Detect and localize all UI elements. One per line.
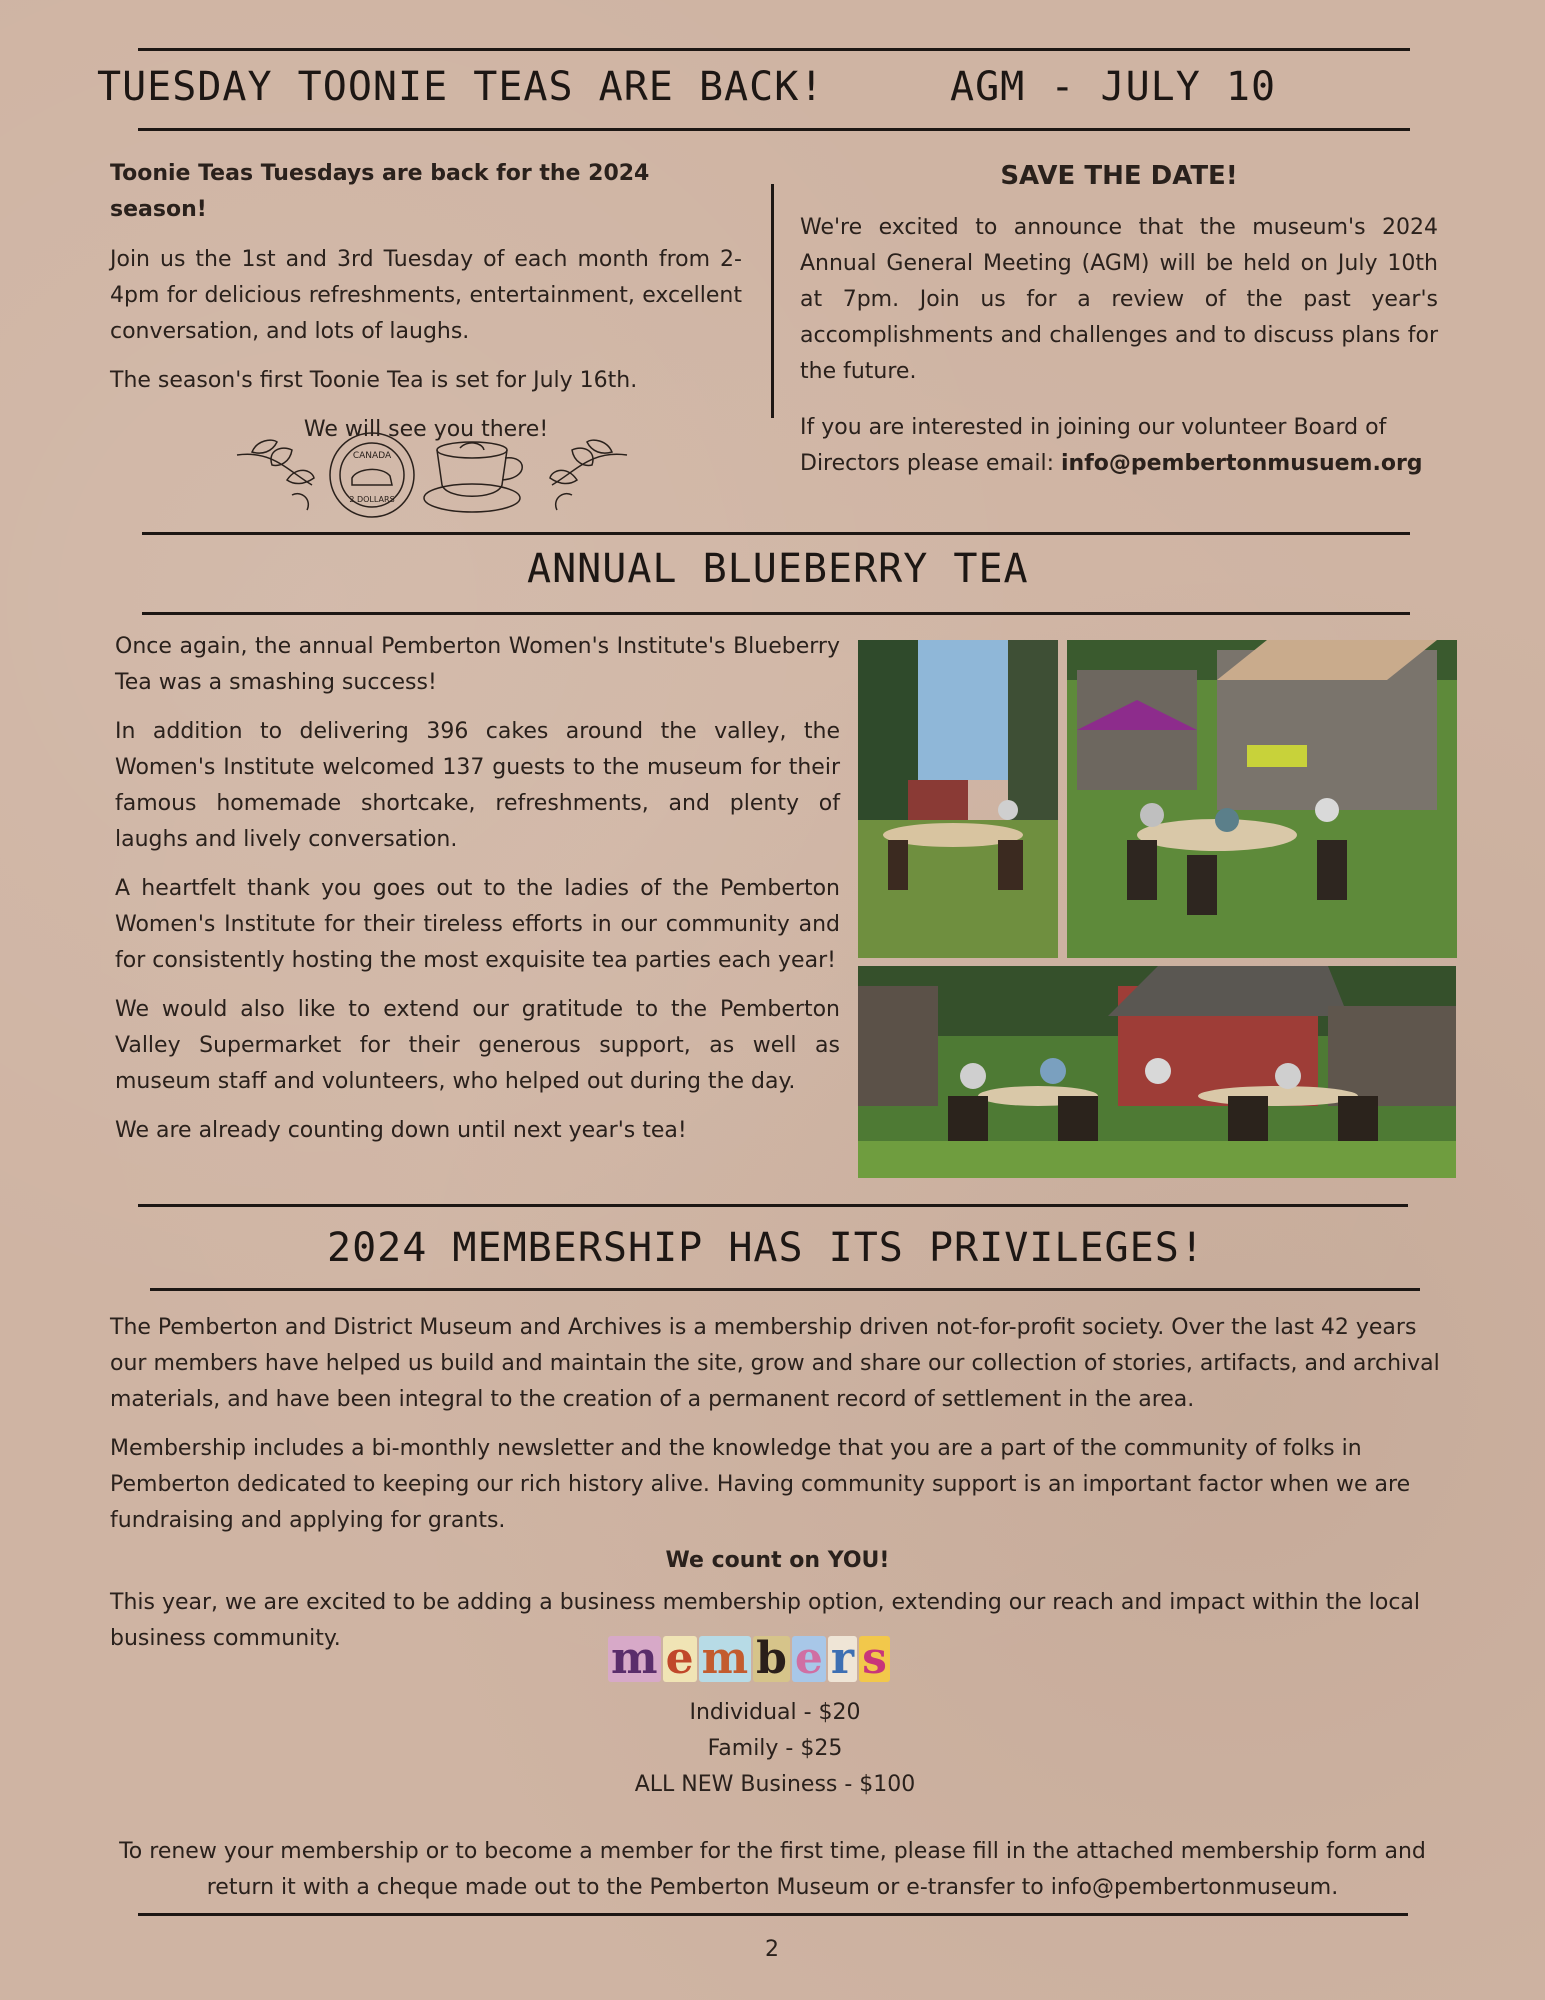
membership-column bbox=[110, 1310, 1445, 1657]
membership-p4: This year, we are excited to be adding a business membership option, extending our reach and impact within the local business community. bbox=[110, 1590, 1421, 1651]
members-logo-letter: b bbox=[753, 1636, 790, 1682]
toonie-intro: Toonie Teas Tuesdays are back for the 2024 season! bbox=[110, 161, 650, 222]
page-number: 2 bbox=[765, 1937, 779, 1962]
blueberry-p5: We are already counting down until next year's tea! bbox=[115, 1118, 687, 1143]
toonie-heading: TUESDAY TOONIE TEAS ARE BACK! bbox=[97, 64, 825, 110]
membership-heading-rule bbox=[150, 1288, 1420, 1291]
membership-renew: To renew your membership or to become a member for the first time, please fill in the attached membership form and return it with a cheque made out to the Pemberton Museum or e-transfer to info@pembertonmuseum. bbox=[119, 1839, 1426, 1900]
members-logo-letter: e bbox=[792, 1636, 826, 1682]
tier-business: ALL NEW Business - $100 bbox=[634, 1772, 916, 1797]
agm-subheading: SAVE THE DATE! bbox=[1000, 161, 1238, 191]
tea-illustration bbox=[232, 430, 632, 520]
toonie-p2: The season's first Toonie Tea is set for July 16th. bbox=[110, 368, 638, 393]
membership-p2: Membership includes a bi-monthly newsletter and the knowledge that you are a part of the community of folks in Pemberton dedicated to keeping our rich history alive. Having community support is an important factor when we are fundraising and applying for grants. bbox=[110, 1436, 1411, 1533]
blueberry-top-rule bbox=[142, 532, 1410, 535]
membership-heading: 2024 MEMBERSHIP HAS ITS PRIVILEGES! bbox=[327, 1225, 1205, 1271]
agm-email-link[interactable]: info@pembertonmusuem.org bbox=[1061, 451, 1423, 476]
agm-column bbox=[800, 158, 1438, 482]
agm-heading: AGM - JULY 10 bbox=[950, 64, 1277, 110]
agm-p2-text: If you are interested in joining our volunteer Board of Directors please email: bbox=[800, 415, 1387, 476]
membership-top-rule bbox=[138, 1204, 1408, 1207]
photo-tea-tables-left bbox=[858, 640, 1058, 958]
column-divider bbox=[771, 184, 774, 418]
members-logo bbox=[608, 1633, 890, 1684]
agm-p1: We're excited to announce that the museum's 2024 Annual General Meeting (AGM) will be held on July 10th at 7pm. Join us for a review of the past year's accomplishments and challenges and to discuss plans for the future. bbox=[800, 215, 1438, 384]
photo-tea-tables-right bbox=[1067, 640, 1457, 958]
toonie-p3: We will see you there! bbox=[303, 417, 549, 442]
coin-text-top: CANADA bbox=[352, 451, 392, 461]
members-logo-letter: m bbox=[699, 1636, 752, 1682]
blueberry-heading-rule bbox=[142, 612, 1410, 615]
tier-individual: Individual - $20 bbox=[689, 1700, 861, 1725]
membership-p1: The Pemberton and District Museum and Archives is a membership driven not-for-profit society. Over the last 42 years our members have helped us build and maintain the site, grow and share our collection of stories, artifacts, and archival materials, and have been integral to the creation of a permanent record of settlement in the area. bbox=[110, 1315, 1440, 1412]
members-logo-letter: r bbox=[828, 1636, 857, 1682]
members-logo-letter: m bbox=[608, 1636, 661, 1682]
blueberry-p4: We would also like to extend our gratitude to the Pemberton Valley Supermarket for their generous support, as well as museum staff and volunteers, who helped out during the day. bbox=[115, 997, 840, 1094]
blueberry-p2: In addition to delivering 396 cakes around the valley, the Women's Institute welcomed 137 guests to the museum for their famous homemade shortcake, refreshments, and plenty of laughs and lively conversation. bbox=[115, 719, 840, 852]
members-logo-letter: e bbox=[663, 1636, 697, 1682]
blueberry-p3: A heartfelt thank you goes out to the ladies of the Pemberton Women's Institute for their tireless efforts in our community and for consistently hosting the most exquisite tea parties each year! bbox=[115, 876, 840, 973]
blueberry-p1: Once again, the annual Pemberton Women's Institute's Blueberry Tea was a smashing success! bbox=[115, 634, 840, 695]
tier-family: Family - $25 bbox=[707, 1736, 843, 1761]
bottom-rule bbox=[138, 1913, 1408, 1916]
photo-outdoor-tea-party bbox=[858, 966, 1456, 1178]
membership-p3: We count on YOU! bbox=[665, 1548, 890, 1573]
top-rule bbox=[138, 48, 1410, 51]
coin-text-bottom: 2 DOLLARS bbox=[349, 495, 395, 504]
toonie-p1: Join us the 1st and 3rd Tuesday of each month from 2-4pm for delicious refreshments, entertainment, excellent conversation, and lots of laughs. bbox=[110, 247, 742, 344]
blueberry-heading: ANNUAL BLUEBERRY TEA bbox=[527, 546, 1029, 592]
membership-tiers bbox=[500, 1695, 1050, 1803]
blueberry-column bbox=[115, 629, 840, 1149]
top-heading-rule bbox=[138, 128, 1410, 131]
agm-p2 bbox=[800, 410, 1438, 482]
toonie-column bbox=[110, 156, 742, 448]
members-logo-letter: s bbox=[859, 1636, 890, 1682]
